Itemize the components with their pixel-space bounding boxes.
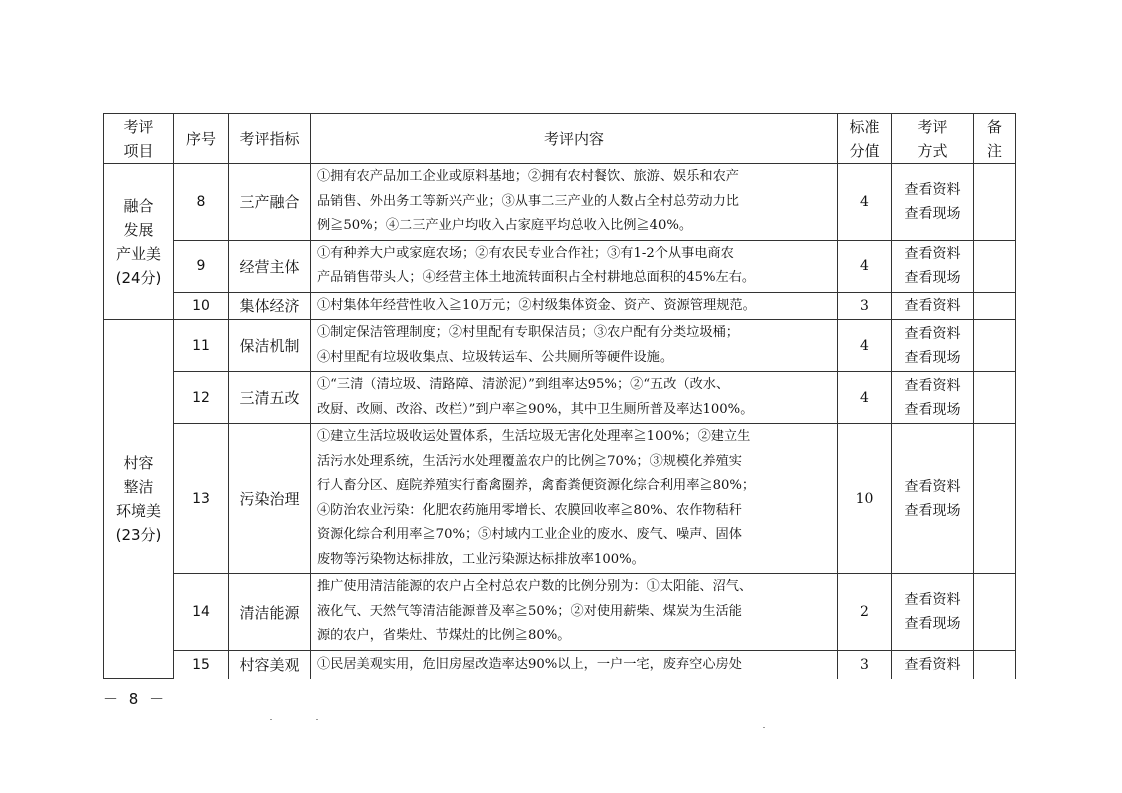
row-method: 查看资料 查看现场 — [892, 240, 974, 292]
row-content: ①村集体年经营性收入≧10万元；②村级集体资金、资产、资源管理规范。 — [311, 292, 838, 320]
row-seq: 8 — [174, 164, 229, 241]
row-remark — [974, 240, 1016, 292]
table-row — [104, 424, 1016, 574]
row-content: ①制定保洁管理制度；②村里配有专职保洁员；③农户配有分类垃圾桶； ④村里配有垃圾收集点、垃圾转运车、公共厕所等硬件设施。 — [311, 320, 838, 372]
row-indicator: 三清五改 — [229, 372, 311, 424]
row-remark — [974, 424, 1016, 574]
row-seq: 12 — [174, 372, 229, 424]
row-indicator: 保洁机制 — [229, 320, 311, 372]
table-header-row — [104, 114, 1016, 164]
row-content: ①“三清（清垃圾、清路障、清淤泥）”到组率达95%；②“五改（改水、 改厨、改厕、改浴、改栏）”到户率≧90%，其中卫生厕所普及率达100%。 — [311, 372, 838, 424]
header-project: 考评 项目 — [104, 114, 174, 164]
row-method: 查看资料 查看现场 — [892, 320, 974, 372]
row-remark — [974, 320, 1016, 372]
row-indicator: 三产融合 — [229, 164, 311, 241]
row-remark — [974, 292, 1016, 320]
table-row — [104, 320, 1016, 372]
row-score: 4 — [838, 320, 892, 372]
row-seq: 15 — [174, 651, 229, 679]
row-score: 4 — [838, 372, 892, 424]
table-row — [104, 574, 1016, 651]
row-method: 查看资料 查看现场 — [892, 372, 974, 424]
row-method: 查看资料 — [892, 651, 974, 679]
row-score: 2 — [838, 574, 892, 651]
row-indicator: 村容美观 — [229, 651, 311, 679]
row-content: ①有种养大户或家庭农场；②有农民专业合作社；③有1-2个从事电商农 产品销售带头人；④经营主体土地流转面积占全村耕地总面积的45%左右。 — [311, 240, 838, 292]
row-seq: 13 — [174, 424, 229, 574]
row-seq: 11 — [174, 320, 229, 372]
page-number: － 8 － — [103, 690, 168, 708]
row-seq: 9 — [174, 240, 229, 292]
row-content: 推广使用清洁能源的农户占全村总农户数的比例分别为：①太阳能、沼气、 液化气、天然气等清洁能源普及率≧50%；②对使用薪柴、煤炭为生活能 源的农户，省柴灶、节煤灶的比例≧80%。 — [311, 574, 838, 651]
header-content: 考评内容 — [311, 114, 838, 164]
table-row — [104, 372, 1016, 424]
row-method: 查看资料 — [892, 292, 974, 320]
row-seq: 10 — [174, 292, 229, 320]
evaluation-table — [103, 113, 1016, 679]
row-method: 查看资料 查看现场 — [892, 164, 974, 241]
row-remark — [974, 164, 1016, 241]
table-row — [104, 240, 1016, 292]
table-row — [104, 164, 1016, 241]
category-fusion-development: 融合 发展 产业美 (24分) — [104, 164, 174, 320]
category-village-environment: 村容 整洁 环境美 (23分) — [104, 320, 174, 679]
header-remark: 备 注 — [974, 114, 1016, 164]
row-content: ①民居美观实用，危旧房屋改造率达90%以上，一户一宅，废弃空心房处 — [311, 651, 838, 679]
scan-speck — [763, 727, 765, 728]
row-indicator: 经营主体 — [229, 240, 311, 292]
row-seq: 14 — [174, 574, 229, 651]
row-score: 3 — [838, 292, 892, 320]
table-row — [104, 292, 1016, 320]
row-content: ①建立生活垃圾收运处置体系，生活垃圾无害化处理率≧100%；②建立生 活污水处理系统，生活污水处理覆盖农户的比例≧70%；③规模化养殖实 行人畜分区、庭院养殖实行畜禽圈养，禽畜粪便资源化综合利用率≧80%； ④防治农业污染：化肥农药施用零增长、农膜回收率≧80%、农作物秸秆 资源化综合利用率≧70%；⑤村域内工业企业的废水、废气、噪声、固体 废物等污染物达标排放，工业污染源达标排放率100%。 — [311, 424, 838, 574]
row-method: 查看资料 查看现场 — [892, 574, 974, 651]
scan-speck — [316, 719, 318, 720]
row-remark — [974, 651, 1016, 679]
row-score: 3 — [838, 651, 892, 679]
row-score: 4 — [838, 240, 892, 292]
scan-speck — [270, 719, 272, 720]
header-method: 考评 方式 — [892, 114, 974, 164]
row-indicator: 集体经济 — [229, 292, 311, 320]
row-method: 查看资料 查看现场 — [892, 424, 974, 574]
row-score: 10 — [838, 424, 892, 574]
header-indicator: 考评指标 — [229, 114, 311, 164]
row-content: ①拥有农产品加工企业或原料基地；②拥有农村餐饮、旅游、娱乐和农产 品销售、外出务工等新兴产业；③从事二三产业的人数占全村总劳动力比 例≧50%；④二三产业户均收入占家庭平均总收入比例≧40%。 — [311, 164, 838, 241]
header-seq: 序号 — [174, 114, 229, 164]
row-indicator: 污染治理 — [229, 424, 311, 574]
row-indicator: 清洁能源 — [229, 574, 311, 651]
table-row — [104, 651, 1016, 679]
row-score: 4 — [838, 164, 892, 241]
row-remark — [974, 574, 1016, 651]
header-score: 标准 分值 — [838, 114, 892, 164]
row-remark — [974, 372, 1016, 424]
